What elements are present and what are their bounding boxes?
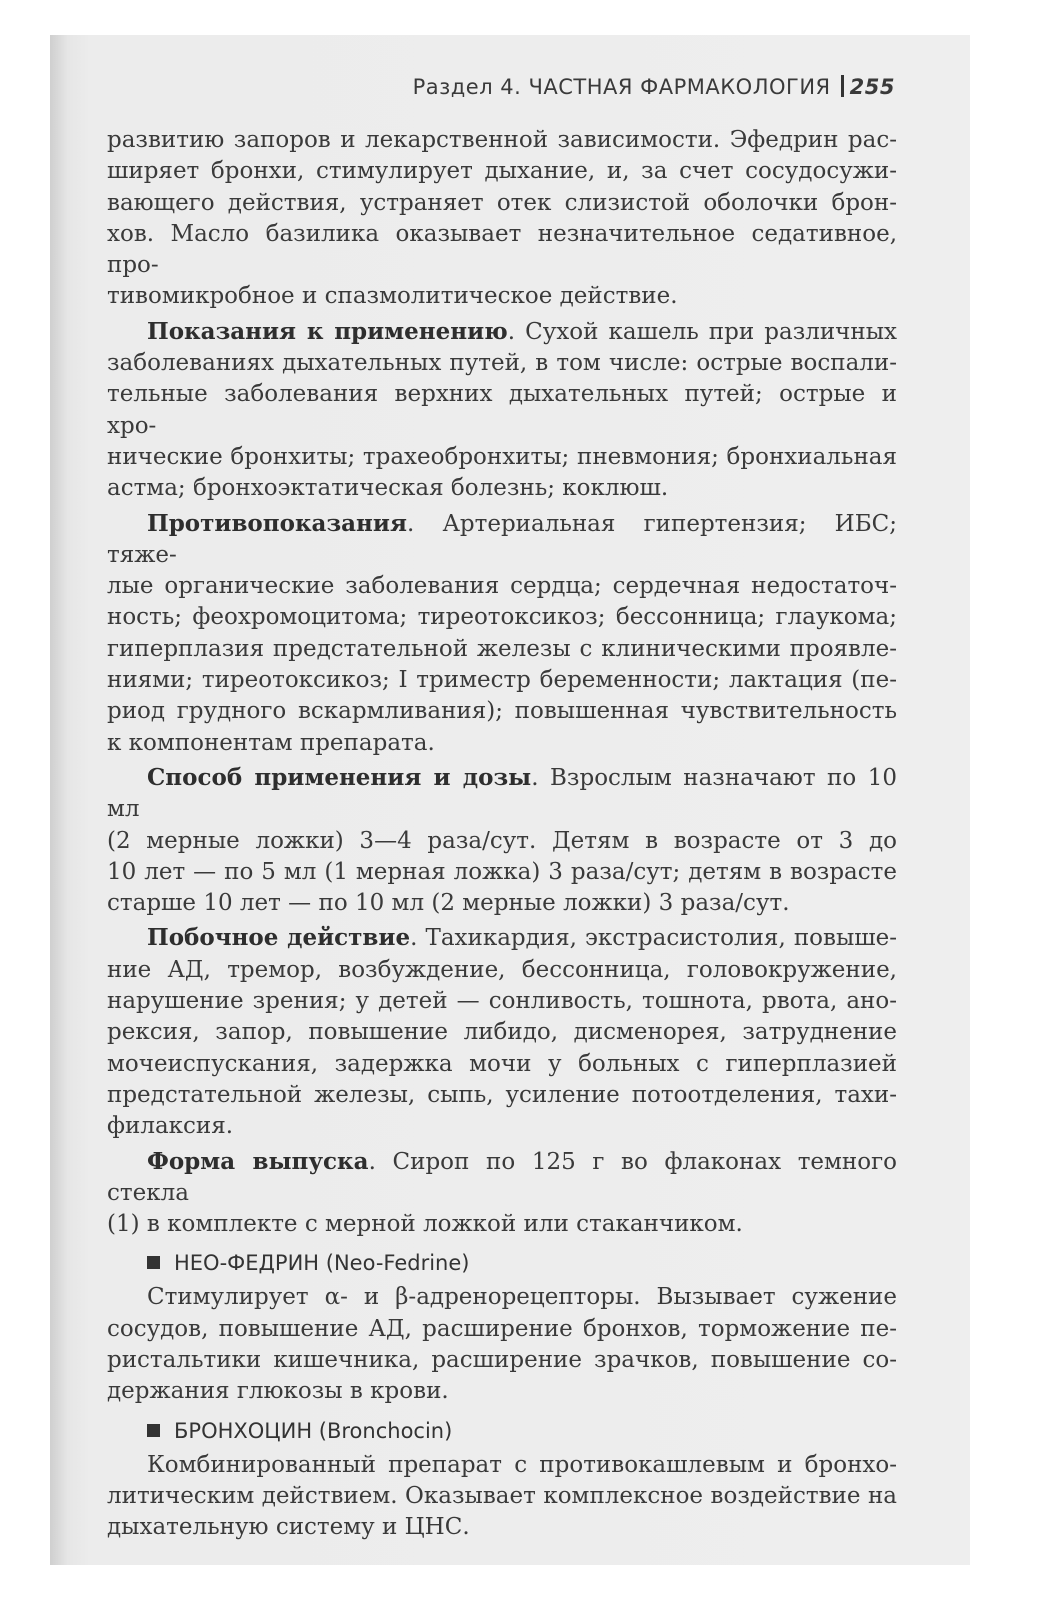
bronchocin-heading — [107, 1416, 897, 1446]
text-line: (1) в комплекте с мерной ложкой или стаканчиком. — [107, 1211, 743, 1238]
indications-label: Показания к применению — [147, 317, 508, 345]
running-header — [50, 75, 895, 99]
text-line: риод грудного вскармливания); повышенная чувствительность — [107, 698, 897, 725]
text-line: (2 мерные ложки) 3—4 раза/сут. Детям в возрасте от 3 до — [107, 827, 897, 854]
header-separator — [841, 75, 844, 97]
square-bullet-icon — [147, 1256, 160, 1269]
bronchocin-title: БРОНХОЦИН (Bronchocin) — [174, 1418, 453, 1443]
text-line: гиперплазия предстательной железы с клиническими проявле- — [107, 635, 897, 662]
text-line: нарушение зрения; у детей — сонливость, тошнота, рвота, ано- — [107, 988, 897, 1015]
text-line: Комбинированный препарат с противокашлевым и бронхо- — [147, 1451, 897, 1478]
neofedrin-title: НЕО-ФЕДРИН (Neo-Fedrine) — [174, 1251, 470, 1276]
text-line: хов. Масло базилика оказывает незначительное седативное, про- — [107, 220, 897, 279]
text-line: держания глюкозы в крови. — [107, 1378, 449, 1405]
dosage-first-line: Способ применения и дозы. Взрослым назначают по 10 мл — [107, 763, 898, 823]
text-line: астма; бронхоэктатическая болезнь; коклюш. — [107, 475, 669, 502]
text-line: тивомикробное и спазмолитическое действие. — [107, 283, 678, 310]
text-line: развитию запоров и лекарственной зависимости. Эфедрин рас- — [107, 127, 897, 153]
text-line: предстательной железы, сыпь, усиление потоотделения, тахи- — [107, 1081, 897, 1108]
text-line: ность; феохромоцитома; тиреотоксикоз; бессонница; глаукома; — [107, 604, 897, 631]
text-line: дыхательную систему и ЦНС. — [107, 1514, 470, 1541]
text-line: мочеиспускания, задержка мочи у больных с гиперплазией — [107, 1050, 897, 1077]
contraindications-label: Противопоказания — [147, 509, 407, 537]
text-line: нические бронхиты; трахеобронхиты; пневмония; бронхиальная — [107, 443, 897, 470]
text-line: рексия, запор, повышение либидо, дисменорея, затруднение — [107, 1019, 897, 1046]
text-line: ширяет бронхи, стимулирует дыхание, и, за счет сосудосужи- — [107, 158, 897, 185]
text-line: лые органические заболевания сердца; сердечная недостаточ- — [107, 573, 897, 600]
side-effects-label: Побочное действие — [147, 924, 411, 952]
neofedrin-heading — [107, 1248, 897, 1278]
text-line: 10 лет — по 5 мл (1 мерная ложка) 3 раза/сут; детям в возрасте — [107, 858, 897, 885]
text-line: литическим действием. Оказывает комплексное воздействие на — [107, 1482, 897, 1509]
text-line: филаксия. — [107, 1113, 234, 1140]
text-line: Стимулирует α- и β-адренорецепторы. Вызывает сужение — [147, 1284, 897, 1311]
text-line: сосудов, повышение АД, расширение бронхов, торможение пе- — [107, 1315, 897, 1342]
release-form-label: Форма выпуска — [147, 1147, 369, 1175]
text-line: старше 10 лет — по 10 мл (2 мерные ложки) 3 раза/сут. — [107, 890, 790, 917]
text-line: заболеваниях дыхательных путей, в том числе: острые воспали- — [107, 350, 897, 377]
text-line: ристальтики кишечника, расширение зрачков, повышение со- — [107, 1346, 897, 1373]
contraindications-first-line: Противопоказания. Артериальная гипертензия; ИБС; тяже- — [107, 509, 897, 568]
square-bullet-icon — [147, 1424, 160, 1437]
release-form-first-line: Форма выпуска. Сироп по 125 г во флаконах темного стекла — [107, 1147, 897, 1206]
text-line: ниями; тиреотоксикоз; I триместр беременности; лактация (пе- — [107, 667, 897, 694]
indications-first-line: Показания к применению. Сухой кашель при различных — [147, 317, 897, 345]
side-effects-first-line: Побочное действие. Тахикардия, экстрасистолия, повыше- — [147, 924, 898, 952]
text-line: вающего действия, устраняет отек слизистой оболочки брон- — [107, 189, 897, 216]
text-line: ние АД, тремор, возбуждение, бессонница, головокружение, — [107, 956, 897, 983]
text-line: к компонентам препарата. — [107, 729, 435, 756]
text-line: тельные заболевания верхних дыхательных путей; острые и хро- — [107, 381, 897, 439]
section-title: Раздел 4. ЧАСТНАЯ ФАРМАКОЛОГИЯ — [412, 75, 831, 99]
body-text — [107, 125, 897, 1543]
dosage-label: Способ применения и дозы — [147, 763, 532, 791]
scanned-page — [50, 35, 970, 1565]
page-number: 255 — [849, 75, 895, 99]
